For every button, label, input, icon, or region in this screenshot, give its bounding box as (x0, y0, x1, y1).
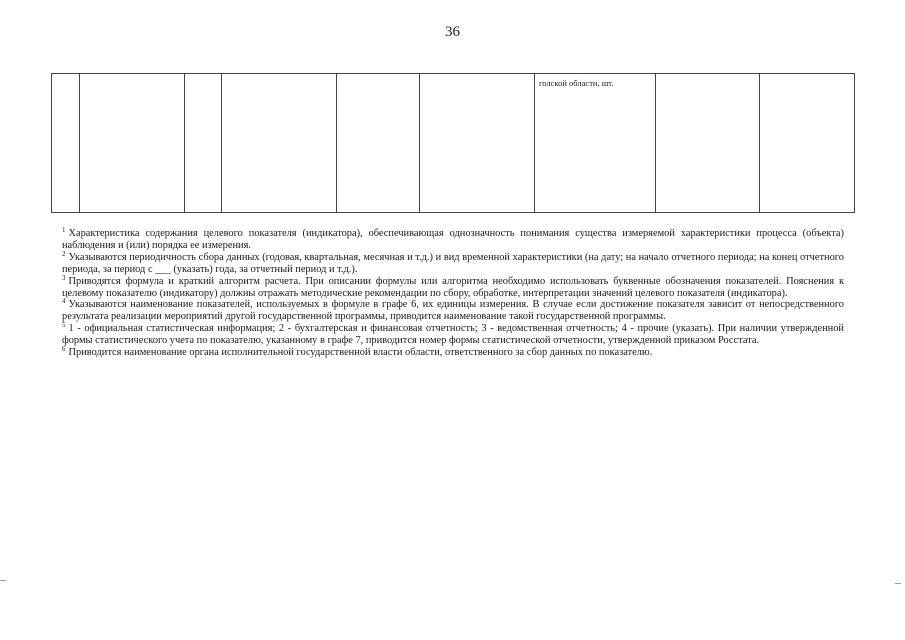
footnote-1 (62, 228, 844, 252)
table-cell-5 (337, 74, 420, 213)
table-cell-3 (185, 74, 222, 213)
footnote-text: Характеристика содержания целевого показателя (индикатора), обеспечивающая однозначность понимания существа измеряемой характеристики процесса (объекта) наблюдения и (или) порядка ее измерения. (62, 228, 844, 251)
table-cell-4 (222, 74, 337, 213)
footnote-marker: 3 (62, 273, 66, 282)
page-number: 36 (445, 24, 460, 40)
indicator-table (51, 73, 855, 213)
scan-edge-mark-left (0, 580, 6, 581)
footnote-marker: 6 (62, 345, 66, 354)
footnote-marker: 4 (62, 297, 66, 306)
table-cell-6 (420, 74, 535, 213)
table-cell-8 (656, 74, 760, 213)
footnote-3 (62, 273, 844, 300)
scan-edge-mark-right (895, 583, 901, 584)
table-cell-7: голской области, шт. (535, 74, 656, 213)
footnote-4 (62, 299, 844, 323)
footnote-marker: 1 (62, 226, 66, 234)
footnotes (62, 228, 844, 359)
footnote-text: 1 - официальная статистическая информация; 2 - бухгалтерская и финансовая отчетность; 3 - ведомственная отчетность; 4 - прочие (указать). При наличии утвержденной формы статистического учета по показателю, указанному в графе 7, приводится номер формы статистической отчетности, утвержденной приказом Росстата. (62, 323, 844, 347)
table-cell-2 (80, 74, 185, 213)
table-cell-1 (52, 74, 80, 213)
footnote-text: Указываются периодичность сбора данных (годовая, квартальная, месячная и т.д.) и вид временной характеристики (на дату; на начало отчетного периода; на конец отчетного периода, за период с ___ (указать) года, за отчетный период и т.д.). (62, 251, 844, 275)
table-row (52, 74, 855, 213)
footnote-5 (62, 323, 844, 347)
footnote-marker: 5 (62, 321, 66, 330)
table-cell-9 (760, 74, 855, 213)
footnote-text: Приводятся формула и краткий алгоритм расчета. При описании формулы или алгоритма необходимо использовать буквенные обозначения показателей. Пояснения к целевому показателю (индикатору) должны отражать методические рекомендации по сбору, обработке, интерпретации значений целевого показателя (индикатора). (62, 275, 844, 299)
footnote-marker: 2 (62, 249, 66, 258)
footnote-6 (62, 347, 844, 359)
footnote-2 (62, 249, 844, 276)
footnote-text: Приводится наименование органа исполнительной государственной власти области, ответственного за сбор данных по показателю. (68, 347, 653, 359)
footnote-text: Указываются наименование показателей, используемых в формуле в графе 6, их единицы измерения. В случае если достижение показателя зависит от непосредственного результата реализации мероприятий другой государственной программы, приводится наименование такой государственной программы. (62, 299, 844, 323)
